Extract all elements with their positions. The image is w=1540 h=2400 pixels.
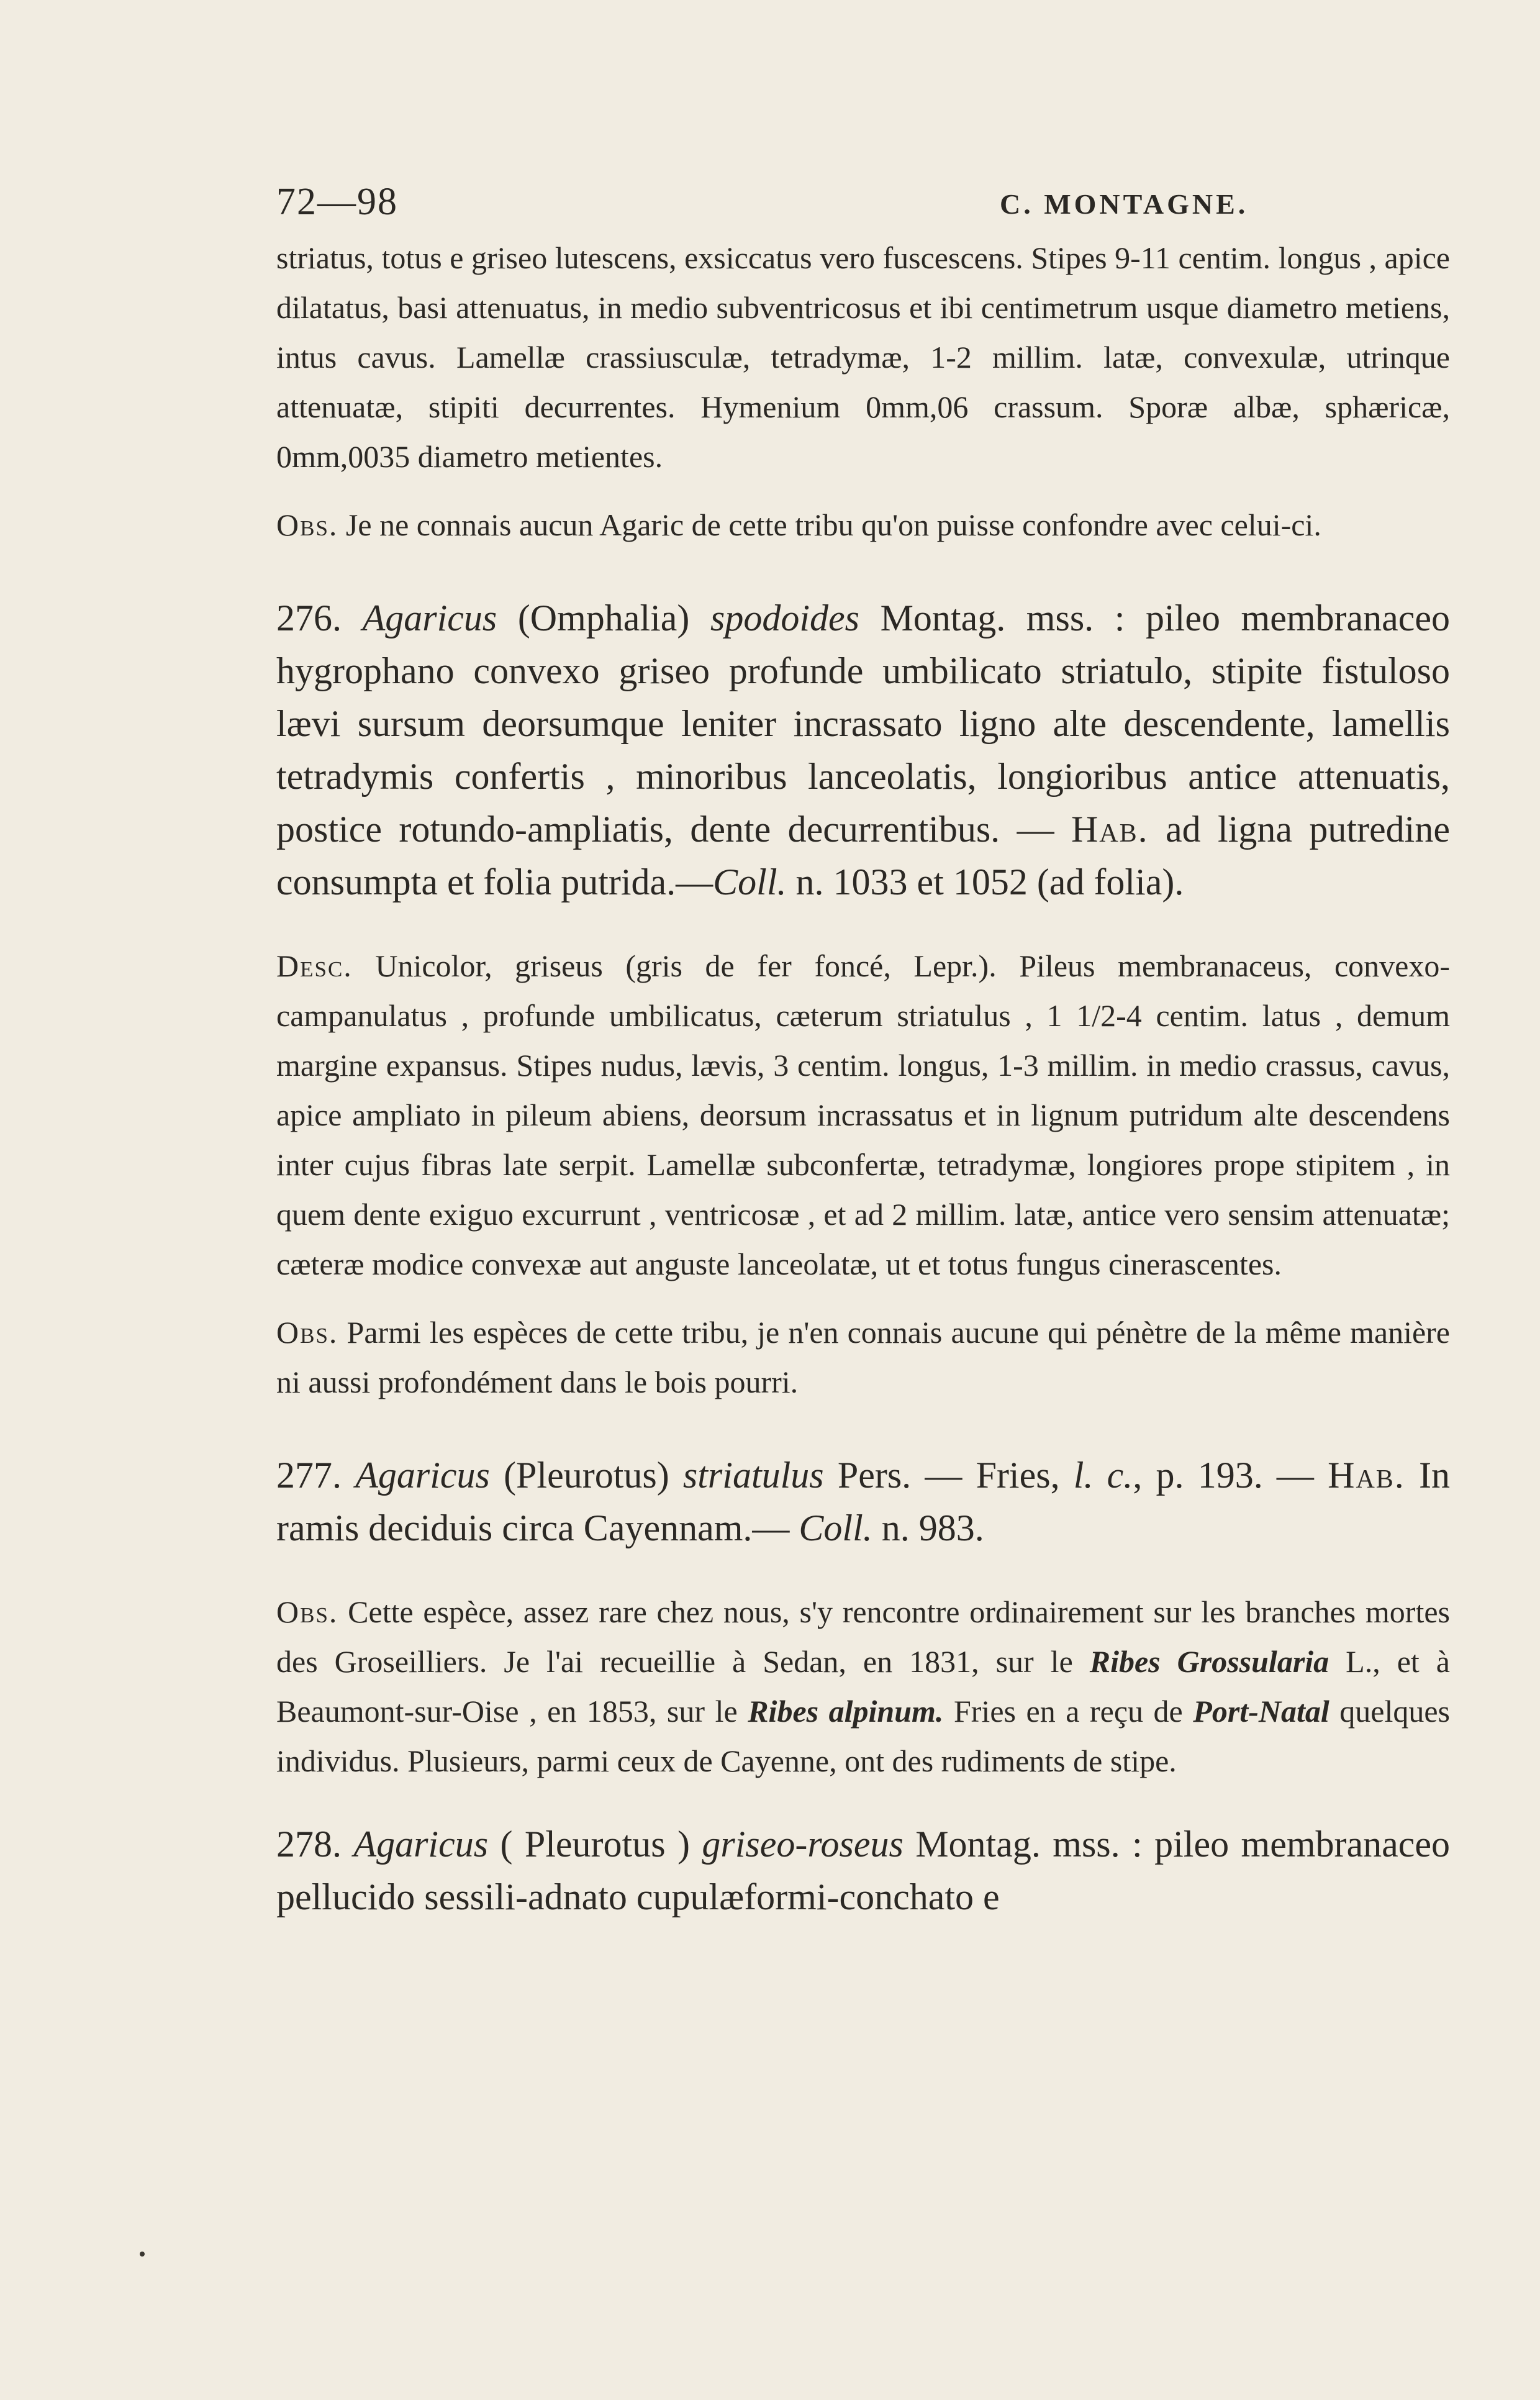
obs-text: Cette espèce, assez rare chez nous, s'y rencontre ordinairement sur les branches mortes des Groseilliers. Je l'ai recueillie à Sedan, en 1831, sur le [276,1594,1450,1679]
desc-text: Unicolor, griseus (gris de fer foncé, Lepr.). Pileus membranaceus, convexo-campanulatus , profunde umbilicatus, cæterum striatulus , 1 1/2-4 centim. latus , demum margine expansus. Stipes nudus, lævis, 3 centim. longus, 1-3 millim. in medio crassus, cavus, apice ampliato in pileum abiens, deorsum incrassatus et in lignum putridum alte descendens inter cujus fibras late serpit. Lamellæ subconfertæ, tetradymæ, longiores prope stipitem , in quem dente exiguo excurrunt , ventricosæ , et ad 2 millim. latæ, antice vero sensim attenuatæ; cæteræ modice convexæ aut anguste lanceolatæ, ut et totus fungus cinerascentes. [276,948,1450,1281]
obs-text: Je ne connais aucun Agaric de cette tribu qu'on puisse confondre avec celui-ci. [338,507,1321,542]
coll-label: Coll. [713,861,787,902]
genus-name: Agaricus [353,1824,489,1865]
desc-label: Desc. [276,948,353,983]
species-number: 277. [276,1455,356,1496]
observation-276 [276,1307,1450,1407]
collection-text: n. 1033 et 1052 (ad folia). [786,861,1184,902]
obs-label: Obs. [276,507,338,542]
section-name: (Pleurotus) [489,1455,683,1496]
collection-text: n. 983. [872,1507,984,1548]
species-epithet: striatulus [682,1455,824,1496]
observation-277 [276,1587,1450,1786]
obs-text: Parmi les espèces de cette tribu, je n'en connais aucune qui pénètre de la même manière ni aussi profondément dans le bois pourri. [276,1315,1450,1399]
obs-label: Obs. [276,1594,338,1629]
description-text: striatus, totus e griseo lutescens, exsiccatus vero fuscescens. Stipes 9-11 centim. longus , apice dilatatus, basi attenuatus, in medio subventricosus et ibi centimetrum usque diametro metiens, intus cavus. Lamellæ crassiusculæ, tetradymæ, 1-2 millim. latæ, convexulæ, utrinque attenuatæ, stipiti decurrentes. Hymenium 0mm,06 crassum. Sporæ albæ, sphæricæ, 0mm,0035 diametro metientes. [276,240,1450,474]
habitat-text: In ramis deciduis circa Cayennam.— [276,1455,1450,1548]
paper-speck [140,2252,145,2257]
observation-paragraph [276,500,1450,550]
coll-label: Coll. [799,1507,872,1548]
obs-text: Fries en a reçu de [943,1694,1194,1729]
section-name: (Omphalia) [497,598,710,639]
diagnosis-text: Montag. mss. : pileo membranaceo hygrophano convexo griseo profunde umbilicato striatulo, stipite fistuloso lævi sursum deorsumque leniter incrassato ligno alte descendente, lamellis tetradymis confertis , minoribus lanceolatis, longioribus antice attenuatis, postice rotundo-ampliatis, dente decurrentibus. — [276,598,1451,850]
species-epithet: spodoides [710,598,859,639]
loc-cit: l. c. [1073,1455,1133,1496]
running-head: C. MONTAGNE. [1000,188,1249,220]
obs-text: L., et à Beaumont-sur-Oise , en 1853, sur le [276,1644,1450,1729]
genus-name: Agaricus [355,1455,490,1496]
obs-label: Obs. [276,1315,338,1350]
page-header [276,180,1456,230]
hab-label: Hab. [1071,809,1149,850]
diagnosis-text: Montag. mss. : pileo membranaceo pellucido sessili-adnato cupulæformi-conchato e [276,1824,1450,1917]
page-body [276,233,1450,1924]
port-natal: Port-Natal [1193,1694,1329,1729]
species-number: 278. [276,1824,354,1865]
species-276-entry [276,592,1450,909]
ribes-grossularia: Ribes Grossularia [1089,1644,1329,1679]
species-number: 276. [276,598,363,639]
section-name: ( Pleurotus ) [488,1824,702,1865]
page-ref-text: , p. 193. — [1133,1455,1328,1496]
genus-name: Agaricus [362,598,497,639]
habitat-text: ad ligna putredine consumpta et folia putrida.— [276,809,1450,902]
species-epithet: griseo-roseus [702,1824,904,1865]
hab-label: Hab. [1328,1455,1405,1496]
page-number: 72—98 [276,181,398,223]
species-277-entry [276,1449,1450,1555]
obs-text: quelques individus. Plusieurs, parmi ceux de Cayenne, ont des rudiments de stipe. [276,1694,1451,1778]
paragraph-continued-description [276,233,1450,481]
description-276 [276,941,1450,1289]
authority-text: Pers. — Fries, [823,1455,1074,1496]
ribes-alpinum: Ribes alpinum. [748,1694,944,1729]
species-278-entry [276,1818,1450,1924]
